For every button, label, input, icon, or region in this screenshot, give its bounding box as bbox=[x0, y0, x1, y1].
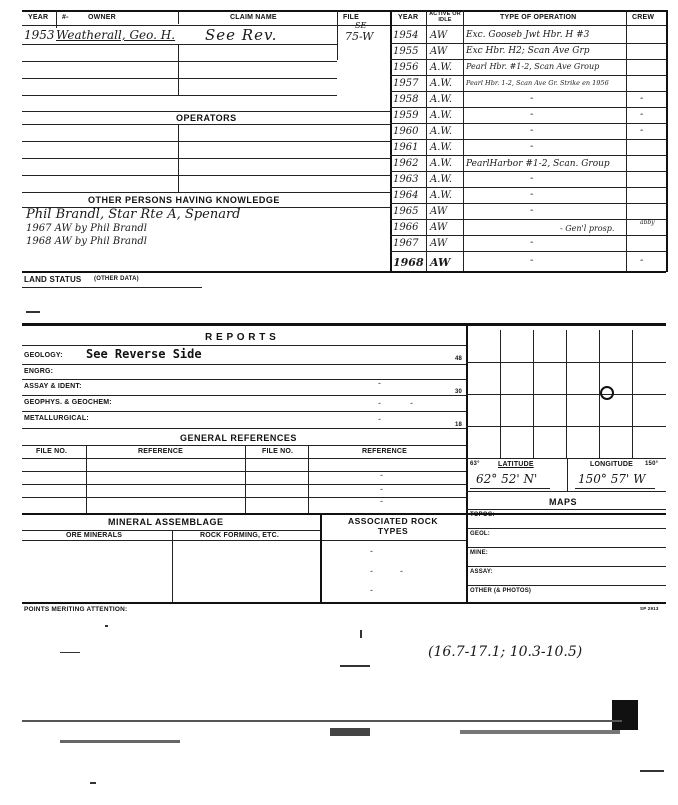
op-year: 1958 bbox=[393, 94, 419, 105]
op-status: A.W. bbox=[430, 126, 453, 137]
op-year: 1967 bbox=[393, 238, 419, 249]
op-type: - bbox=[530, 237, 534, 248]
op-status: AW bbox=[430, 238, 448, 249]
land-status-label: LAND STATUS bbox=[24, 275, 82, 284]
header-owner: OWNER bbox=[88, 14, 116, 21]
mineral-assemblage-title: MINERAL ASSEMBLAGE bbox=[108, 517, 224, 527]
op-year: 1955 bbox=[393, 46, 419, 57]
op-status: A.W. bbox=[430, 110, 453, 121]
op-year: 1959 bbox=[393, 110, 419, 121]
op-year: 1968 bbox=[393, 256, 424, 269]
land-status-sub: (OTHER DATA) bbox=[94, 276, 139, 282]
op-year: 1966 bbox=[393, 222, 419, 233]
metallurgical-label: METALLURGICAL: bbox=[24, 415, 89, 422]
assay-label: ASSAY & IDENT: bbox=[24, 383, 82, 390]
grid-number-18: 18 bbox=[455, 422, 463, 428]
op-type: - bbox=[530, 125, 534, 136]
grid-number-30: 30 bbox=[455, 389, 463, 395]
op-crew: - bbox=[640, 125, 644, 136]
op-year: 1961 bbox=[393, 142, 419, 153]
maps-geol: GEOL: bbox=[470, 531, 490, 537]
form-number: SP 2913 bbox=[640, 606, 659, 611]
ref-reference-2: REFERENCE bbox=[362, 448, 407, 455]
header-file: FILE bbox=[343, 14, 359, 21]
op-year: 1965 bbox=[393, 206, 419, 217]
op-year: 1962 bbox=[393, 158, 419, 169]
maps-topog: TOPOG: bbox=[470, 512, 495, 518]
maps-mine: MINE: bbox=[470, 550, 488, 556]
op-type: - bbox=[530, 189, 534, 200]
op-type: PearlHarbor #1-2, Scan. Group bbox=[466, 159, 610, 169]
ref-file-no: FILE NO. bbox=[36, 448, 68, 455]
op-crew: - bbox=[640, 93, 644, 104]
rock-forming-label: ROCK FORMING, ETC. bbox=[200, 532, 280, 539]
ore-minerals-label: ORE MINERALS bbox=[66, 532, 123, 539]
longitude-value: 150° 57' W bbox=[578, 472, 646, 486]
knowledge-line: 1968 AW by Phil Brandl bbox=[26, 236, 148, 247]
op-type: - bbox=[530, 205, 534, 216]
knowledge-line: Phil Brandl, Star Rte A, Spenard bbox=[26, 207, 241, 222]
op-crew: - bbox=[640, 255, 644, 266]
op-status: A.W. bbox=[430, 190, 453, 201]
op-type: - bbox=[530, 109, 534, 120]
op-type: - bbox=[530, 255, 534, 266]
header-active-idle: ACTIVE OR IDLE bbox=[429, 11, 461, 23]
op-status: A.W. bbox=[430, 158, 453, 169]
op-year: 1963 bbox=[393, 174, 419, 185]
op-status: AW bbox=[430, 222, 448, 233]
lon-degree-label: 150° bbox=[645, 461, 659, 467]
op-status: A.W. bbox=[430, 142, 453, 153]
points-meriting-label: POINTS MERITING ATTENTION: bbox=[24, 606, 128, 613]
op-type: - bbox=[530, 93, 534, 104]
header-type-of-operation: TYPE OF OPERATION bbox=[500, 14, 577, 21]
longitude-label: LONGITUDE bbox=[590, 461, 634, 468]
op-status: AW bbox=[430, 30, 448, 41]
geology-value: See Reverse Side bbox=[86, 347, 202, 361]
claim-name-value: See Rev. bbox=[205, 26, 278, 44]
op-status: AW bbox=[430, 256, 451, 269]
op-status: AW bbox=[430, 46, 448, 57]
op-type: Exc. Gooseb Jwt Hbr. H #3 bbox=[466, 30, 590, 40]
maps-title: MAPS bbox=[549, 497, 578, 507]
header-owner-prefix: #- bbox=[62, 14, 69, 21]
bottom-note: (16.7-17.1; 10.3-10.5) bbox=[428, 644, 583, 660]
op-status: A.W. bbox=[430, 174, 453, 185]
op-year: 1964 bbox=[393, 190, 419, 201]
location-marker-icon bbox=[600, 386, 614, 400]
op-type: Pearl Hbr. #1-2, Scan Ave Group bbox=[466, 62, 600, 71]
associated-rock-types: ASSOCIATED ROCK TYPES bbox=[348, 516, 438, 536]
geology-label: GEOLOGY: bbox=[24, 352, 63, 359]
op-type: Exc Hbr. H2; Scan Ave Grp bbox=[466, 46, 590, 56]
op-year: 1954 bbox=[393, 30, 419, 41]
maps-other: OTHER (& PHOTOS) bbox=[470, 588, 532, 594]
geophys-label: GEOPHYS. & GEOCHEM: bbox=[24, 399, 112, 406]
file-value: 75-W bbox=[345, 30, 374, 43]
header-crew: CREW bbox=[632, 14, 655, 21]
op-status: A.W. bbox=[430, 78, 453, 89]
grid-number-48: 48 bbox=[455, 356, 463, 362]
header-year2: YEAR bbox=[398, 14, 419, 21]
op-type: Pearl Hbr. 1-2, Scan Ave Gr. Strike en 1956 bbox=[466, 79, 609, 87]
ref-reference: REFERENCE bbox=[138, 448, 183, 455]
op-crew: - bbox=[640, 109, 644, 120]
header-year: YEAR bbox=[28, 14, 49, 21]
lat-degree-label: 63° bbox=[470, 461, 480, 467]
general-references-title: GENERAL REFERENCES bbox=[180, 433, 297, 443]
op-year: 1956 bbox=[393, 62, 419, 73]
op-type: - Gen'l prosp. bbox=[560, 224, 615, 233]
op-type: - bbox=[530, 173, 534, 184]
op-type: - bbox=[530, 141, 534, 152]
file-note: SE bbox=[355, 21, 367, 30]
op-status: A.W. bbox=[430, 94, 453, 105]
op-year: 1957 bbox=[393, 78, 419, 89]
op-status: A.W. bbox=[430, 62, 453, 73]
op-year: 1960 bbox=[393, 126, 419, 137]
engrg-label: ENGRG: bbox=[24, 368, 54, 375]
latitude-label: LATITUDE bbox=[498, 461, 534, 468]
header-claim-name: CLAIM NAME bbox=[230, 14, 277, 21]
owner-year: 1953 bbox=[24, 28, 55, 42]
knowledge-line: 1967 AW by Phil Brandl bbox=[26, 223, 148, 234]
op-status: AW bbox=[430, 206, 448, 217]
owner-name: Weatherall, Geo. H. bbox=[56, 28, 176, 42]
latitude-value: 62° 52' N' bbox=[476, 472, 538, 486]
ref-file-no-2: FILE NO. bbox=[262, 448, 294, 455]
knowledge-title: OTHER PERSONS HAVING KNOWLEDGE bbox=[88, 195, 280, 205]
maps-assay: ASSAY: bbox=[470, 569, 493, 575]
operators-title: OPERATORS bbox=[176, 113, 237, 123]
op-crew: abby bbox=[640, 219, 655, 226]
reports-title: R E P O R T S bbox=[205, 332, 277, 343]
